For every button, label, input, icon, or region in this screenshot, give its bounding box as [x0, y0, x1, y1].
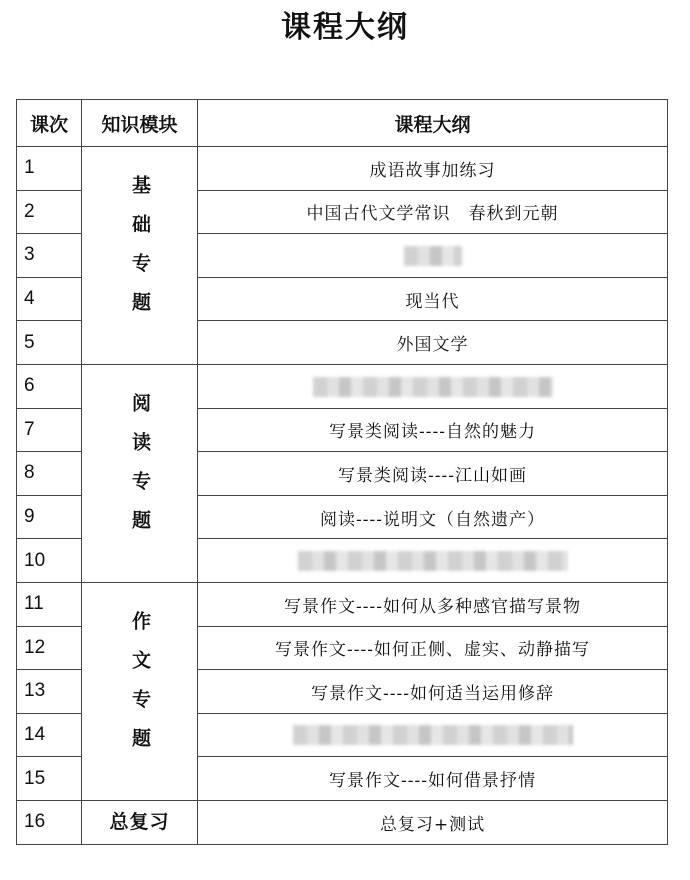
header-outline: 课程大纲 [198, 100, 668, 147]
lesson-number: 16 [17, 800, 82, 844]
header-module: 知识模块 [82, 100, 198, 147]
redaction-blur [313, 377, 553, 397]
lesson-number: 8 [17, 452, 82, 496]
lesson-number: 3 [17, 234, 82, 278]
lesson-number: 6 [17, 364, 82, 408]
lesson-number: 5 [17, 321, 82, 365]
lesson-content: 阅读----说明文（自然遗产） [198, 495, 668, 539]
lesson-content-redacted [198, 234, 668, 278]
lesson-number: 7 [17, 408, 82, 452]
lesson-content: 写景作文----如何适当运用修辞 [198, 670, 668, 714]
lesson-number: 2 [17, 190, 82, 234]
lesson-content-redacted [198, 539, 668, 583]
redaction-blur [298, 551, 568, 571]
table-row [17, 582, 668, 626]
module-label: 基础专题 [129, 174, 151, 331]
module-label: 阅读专题 [129, 392, 151, 549]
module-cell-reading [82, 364, 198, 582]
lesson-content-redacted [198, 713, 668, 757]
lesson-content: 现当代 [198, 277, 668, 321]
course-outline-table [16, 99, 668, 845]
lesson-number: 11 [17, 582, 82, 626]
redaction-blur [293, 725, 573, 745]
lesson-number: 13 [17, 670, 82, 714]
lesson-content: 写景类阅读----自然的魅力 [198, 408, 668, 452]
lesson-number: 1 [17, 147, 82, 191]
lesson-content: 中国古代文学常识 春秋到元朝 [198, 190, 668, 234]
lesson-content: 总复习+测试 [198, 800, 668, 844]
lesson-number: 15 [17, 757, 82, 801]
page-title: 课程大纲 [281, 10, 409, 45]
table-header-row [17, 100, 668, 147]
lesson-content: 写景作文----如何从多种感官描写景物 [198, 582, 668, 626]
module-cell-review [82, 800, 198, 844]
module-label: 作文专题 [129, 610, 151, 767]
lesson-number: 12 [17, 626, 82, 670]
module-label: 总复习 [109, 811, 170, 834]
lesson-number: 9 [17, 495, 82, 539]
header-lesson: 课次 [17, 100, 82, 147]
lesson-content: 写景作文----如何借景抒情 [198, 757, 668, 801]
lesson-content: 成语故事加练习 [198, 147, 668, 191]
table-row [17, 800, 668, 844]
lesson-number: 4 [17, 277, 82, 321]
table-row [17, 147, 668, 191]
lesson-number: 10 [17, 539, 82, 583]
redaction-blur [404, 246, 462, 266]
module-cell-writing [82, 582, 198, 800]
lesson-content: 写景类阅读----江山如画 [198, 452, 668, 496]
table-row [17, 364, 668, 408]
module-cell-basics [82, 147, 198, 365]
lesson-content: 外国文学 [198, 321, 668, 365]
lesson-content: 写景作文----如何正侧、虚实、动静描写 [198, 626, 668, 670]
lesson-content-redacted [198, 364, 668, 408]
lesson-number: 14 [17, 713, 82, 757]
